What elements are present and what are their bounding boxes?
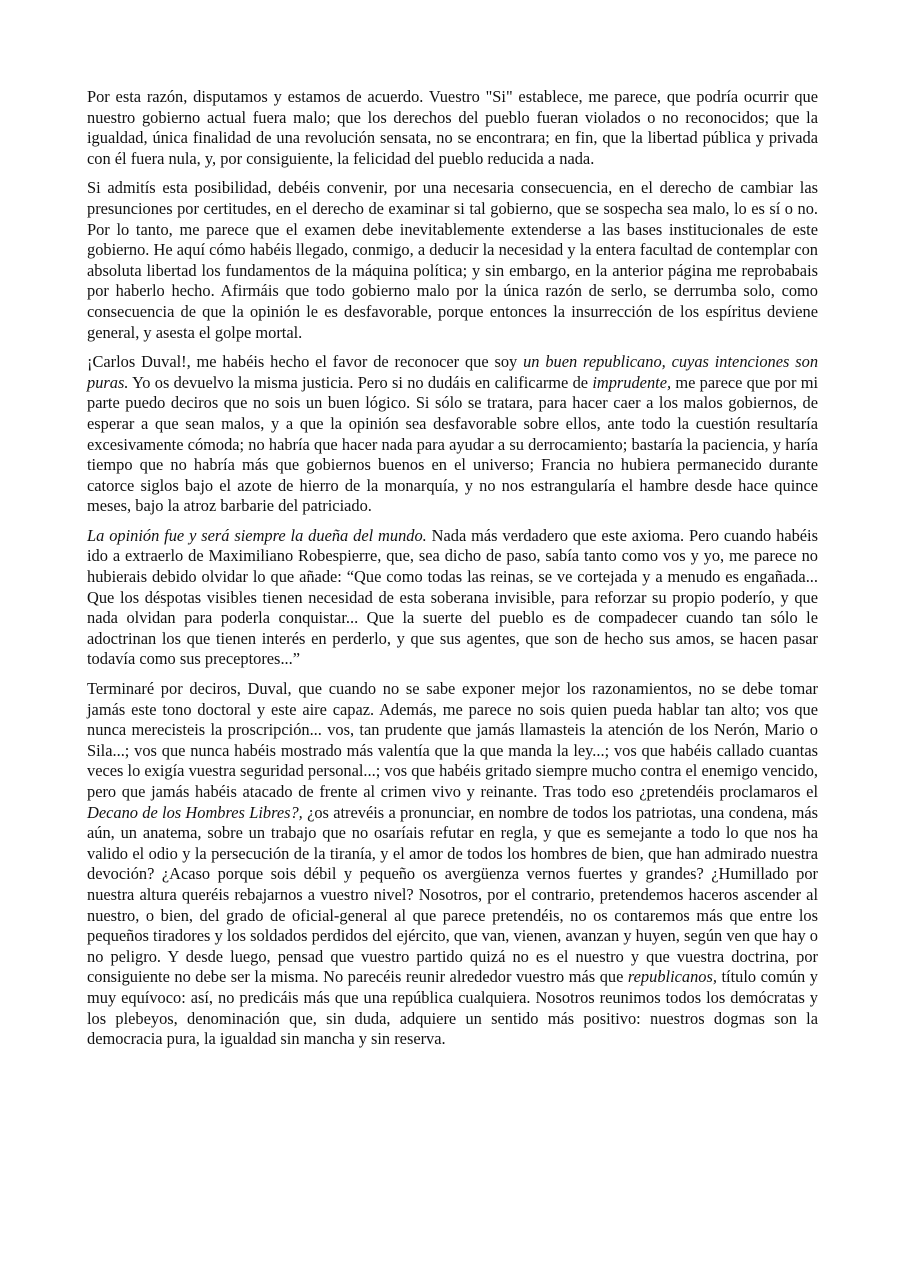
paragraph-3	[87, 352, 818, 517]
italic-term: imprudente,	[592, 372, 672, 392]
paragraph-text: Por esta razón, disputamos y estamos de acuerdo. Vuestro "Si" establece, me parece, que podría ocurrir que nuestro gobierno actual fuera malo; que los derechos del pueblo fueran violados o no reconocidos; que la igualdad, única finalidad de una revolución sensata, no se encontrara; en fin, que la libertad pública y privada con él fuera nula, y, por consiguiente, la felicidad del pueblo reducida a nada.	[87, 87, 818, 168]
italic-quote: un buen republicano, cuyas intenciones son puras.	[87, 352, 819, 392]
paragraph-text: Terminaré por deciros, Duval, que cuando no se sabe exponer mejor los razonamientos, no se debe tomar jamás este tono doctoral y este aire capaz. Además, me parece no sois quien pueda hablar tan alto; vos que nunca merecisteis la proscripción... vos, tan prudente que jamás llamasteis la atención de los Nerón, Mario o Sila...; vos que nunca habéis mostrado más valentía que la que manda la ley...; vos que habéis callado cuantas veces lo exigía vuestra seguridad personal...; vos que habéis gritado siempre mucho contra el enemigo vencido, pero que jamás habéis atacado de frente al crimen vivo y reinante. Tras todo eso ¿pretendéis proclamaros el	[87, 679, 818, 801]
paragraph-1	[87, 87, 818, 169]
paragraph-text: ¿os atrevéis a pronunciar, en nombre de todos los patriotas, una condena, más aún, un anatema, sobre un trabajo que no osaríais refutar en regla, y que es semejante a todo lo que nos ha valido el odio y la persecución de la tiranía, y el amor de todos los hombres de bien, que han admirado nuestra devoción? ¿Acaso porque sois débil y pequeño os avergüenza vernos fuertes y grandes? ¿Humillado por nuestra altura queréis rebajarnos a vuestro nivel? Nosotros, por el contrario, pretendemos haceros ascender al nuestro, o bien, del grado de oficial-general al que parece pretendéis, no os contaremos más que entre los pequeños tiradores y los soldados perdidos del ejército, que van, vienen, avanzan y huyen, según ven que hay o no peligro. Y desde luego, pensad que vuestro partido quizá no es el nuestro y que vuestra doctrina, por consiguiente no debe ser la misma. No parecéis reunir alrededor vuestro más que	[87, 802, 819, 987]
paragraph-5	[87, 679, 818, 1050]
paragraph-text: me parece que por mi parte puedo deciros que no sois un buen lógico. Si sólo se tratara, para hacer caer a los malos gobiernos, de esperar a que sean malos, y a que la opinión sea desfavorable sobre ellos, ante todo la cuestión resultaría excesivamente cómoda; no habría que hacer nada para ayudar a su derrocamiento; bastaría la paciencia, y haría tiempo que no habría más que gobiernos buenos en el universo; Francia no hubiera permanecido durante catorce siglos bajo el azote de hierro de la monarquía, y no nos estrangularía el hambre desde hace quince meses, bajo la atroz barbarie del patriciado.	[87, 372, 818, 516]
italic-axiom: La opinión fue y será siempre la dueña del mundo.	[87, 525, 427, 545]
paragraph-text: ¡Carlos Duval!, me habéis hecho el favor de reconocer que soy	[87, 352, 524, 372]
paragraph-text: Si admitís esta posibilidad, debéis convenir, por una necesaria consecuencia, en el derecho de cambiar las presunciones por certitudes, en el derecho de examinar si tal gobierno, que se sospecha sea malo, lo es sí o no. Por lo tanto, me parece que el examen debe inevitablemente extenderse a las bases institucionales de este gobierno. He aquí cómo habéis llegado, conmigo, a deducir la necesidad y la entera facultad de contemplar con absoluta libertad los fundamentos de la máquina política; y sin embargo, en la anterior página me reprobabais por haberlo hecho. Afirmáis que todo gobierno malo por la única razón de serlo, se derrumba solo, como consecuencia de que la opinión le es desfavorable, porque entonces la insurrección de los espíritus deviene general, y asesta el golpe mortal.	[87, 178, 818, 342]
document-page	[87, 87, 818, 1059]
paragraph-2	[87, 178, 818, 343]
paragraph-text: Nada más verdadero que este axioma. Pero cuando habéis ido a extraerlo de Maximiliano Robespierre, que, sea dicho de paso, sabía tanto como vos y yo, me parece no hubierais debido olvidar lo que añade: “Que como todas las reinas, se ve cortejada y a menudo es engañada... Que los déspotas visibles tienen necesidad de esta soberana invisible, para reforzar su propio poderío, y que nada olvidan para poderla conquistar... Que la suerte del pueblo es de compadecer cuando tan sólo le adoctrinan los que tienen interés en perderlo, y que sus agentes, que son de hecho sus amos, se hacen pasar todavía como sus preceptores...”	[87, 525, 818, 669]
italic-title: Decano de los Hombres Libres?,	[87, 802, 303, 822]
paragraph-text: título común y muy equívoco: así, no predicáis más que una república cualquiera. Nosotros reunimos todos los demócratas y los plebeyos, denominación que, sin duda, adquiere un sentido más positivo: nuestros dogmas son la democracia pura, la igualdad sin mancha y sin reserva.	[87, 967, 818, 1049]
paragraph-4	[87, 526, 818, 670]
italic-term: republicanos,	[627, 967, 717, 987]
paragraph-text: Yo os devuelvo la misma justicia. Pero si no dudáis en calificarme de	[128, 372, 593, 392]
